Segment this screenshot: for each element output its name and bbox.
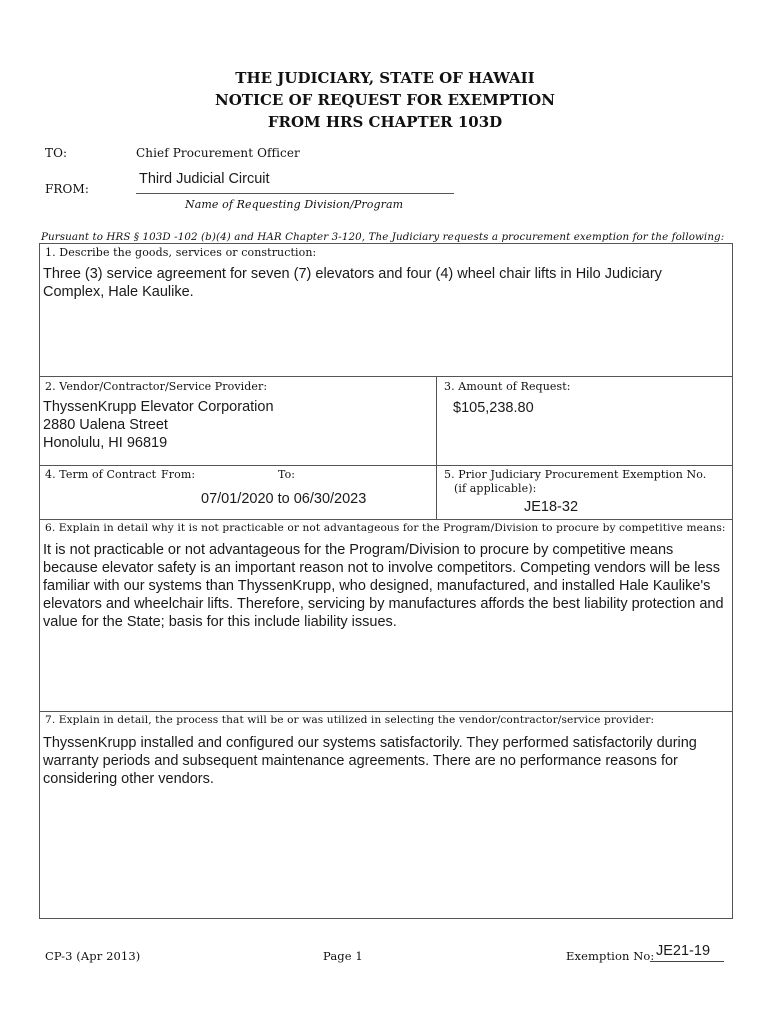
exemption-label: Exemption No:	[566, 949, 655, 963]
section-1-box	[39, 243, 733, 377]
section-3-label: 3. Amount of Request:	[444, 380, 571, 393]
vendor-city[interactable]: Honolulu, HI 96819	[43, 435, 168, 451]
section-4-from-label: From:	[161, 468, 196, 481]
vendor-name[interactable]: ThyssenKrupp Elevator Corporation	[43, 399, 274, 415]
section-3-box	[436, 376, 733, 466]
section-5-box	[436, 465, 733, 520]
from-label: FROM:	[45, 182, 90, 196]
section-4-box	[39, 465, 437, 520]
section-6-value[interactable]: It is not practicable or not advantageous for the Program/Division to procure by competitive means because elevator safety is an important reason not to involve competitors. Competing vendors will be less familiar with our systems than ThyssenKrupp, who designed, manufactured, and installed Hale Kaulike's elevators and wheelchair lifts. Therefore, servicing by manufactures affords the best liability protection and value for the State; basis for this include liability issues.	[43, 542, 724, 630]
section-2-label: 2. Vendor/Contractor/Service Provider:	[45, 380, 268, 393]
vendor-street[interactable]: 2880 Ualena Street	[43, 417, 168, 433]
section-4-label: 4. Term of Contract	[45, 468, 157, 481]
to-value: Chief Procurement Officer	[136, 146, 300, 160]
section-1-label: 1. Describe the goods, services or construction:	[45, 246, 317, 259]
section-5-sublabel: (if applicable):	[454, 482, 537, 495]
pursuant-text: Pursuant to HRS § 103D -102 (b)(4) and HAR Chapter 3-120, The Judiciary requests a procurement exemption for the following:	[41, 231, 725, 243]
header-line-3: FROM HRS CHAPTER 103D	[267, 113, 503, 131]
section-6-label: 6. Explain in detail why it is not practicable or not advantageous for the Program/Division to procure by competitive means:	[45, 522, 726, 534]
from-underline	[136, 193, 454, 194]
from-value[interactable]: Third Judicial Circuit	[139, 171, 270, 187]
section-7-box	[39, 711, 733, 919]
amount-value[interactable]: $105,238.80	[453, 400, 534, 416]
header-line-2: NOTICE OF REQUEST FOR EXEMPTION	[215, 91, 555, 109]
prior-exemption-value[interactable]: JE18-32	[524, 499, 579, 515]
section-2-box	[39, 376, 437, 466]
exemption-value[interactable]: JE21-19	[656, 943, 711, 959]
header-line-1: THE JUDICIARY, STATE OF HAWAII	[235, 69, 535, 87]
to-label: TO:	[45, 146, 68, 160]
section-1-value[interactable]: Three (3) service agreement for seven (7) elevators and four (4) wheel chair lifts in Hilo Judiciary Complex, Hale Kaulike.	[43, 266, 662, 300]
section-4-to-label: To:	[278, 468, 296, 481]
form-id: CP-3 (Apr 2013)	[45, 949, 141, 963]
from-caption: Name of Requesting Division/Program	[185, 198, 404, 211]
section-5-label: 5. Prior Judiciary Procurement Exemption No.	[444, 468, 707, 481]
term-value[interactable]: 07/01/2020 to 06/30/2023	[201, 491, 367, 507]
section-7-value[interactable]: ThyssenKrupp installed and configured our systems satisfactorily. They performed satisfactorily during warranty periods and subsequent maintenance agreements. There are no performance reasons for considering other vendors.	[43, 735, 697, 787]
page-number: Page 1	[323, 949, 363, 963]
exemption-underline	[650, 961, 724, 962]
section-7-label: 7. Explain in detail, the process that will be or was utilized in selecting the vendor/contractor/service provider:	[45, 714, 655, 726]
section-6-box	[39, 519, 733, 712]
